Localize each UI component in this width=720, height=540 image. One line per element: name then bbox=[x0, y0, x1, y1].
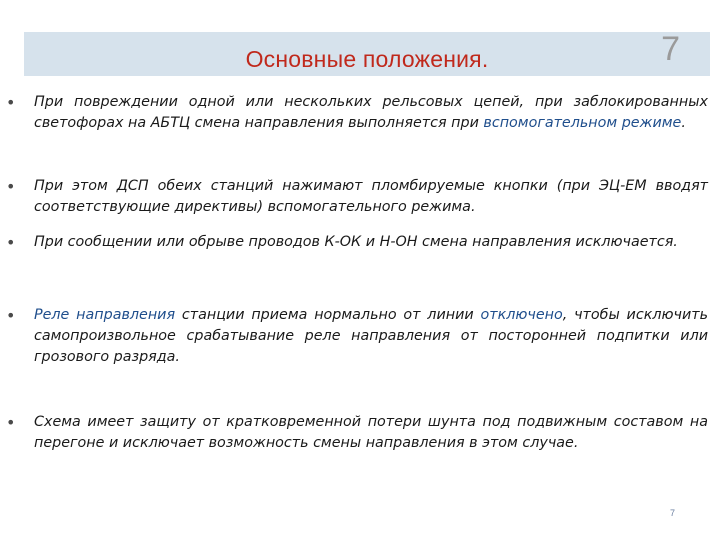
highlight-direction-relay: Реле направления bbox=[34, 307, 176, 323]
bullet-dot-icon: • bbox=[6, 177, 16, 196]
highlight-disconnected: отключено bbox=[480, 307, 563, 323]
bullet-text: При сообщении или обрыве проводов К-ОК и Н-ОН смена направления исключается. bbox=[34, 234, 678, 250]
bullet-dot-icon: • bbox=[6, 233, 16, 252]
bullet-text-segment: станции приема нормально от линии bbox=[175, 307, 481, 323]
page-title: Основные положения. bbox=[245, 46, 489, 72]
bullet-dot-icon: • bbox=[6, 306, 16, 325]
bullet-text-segment: . bbox=[681, 115, 686, 131]
bullet-text bbox=[34, 305, 708, 368]
bullet-text: При этом ДСП обеих станций нажимают пломбируемые кнопки (при ЭЦ-ЕМ вводят соответствующие директивы) вспомогательного режима. bbox=[34, 178, 708, 215]
page-number-bottom: 7 bbox=[670, 508, 676, 518]
bullet-text-segment: При повреждении одной или нескольких рельсовых цепей, при заблокированных светофорах на АБТЦ смена направления выполняется при bbox=[34, 94, 708, 131]
bullet-text bbox=[34, 92, 708, 134]
bullet-text: Схема имеет защиту от кратковременной потери шунта под подвижным составом на перегоне и исключает возможность смены направления в этом случае. bbox=[34, 414, 708, 451]
bullet-text-segment: , чтобы исключить самопроизвольное срабатывание реле направления от посторонней подпитки или грозового разряда. bbox=[34, 307, 709, 365]
bullet-dot-icon: • bbox=[6, 93, 16, 112]
bullet-dot-icon: • bbox=[6, 413, 16, 432]
title-bar bbox=[24, 32, 710, 76]
page-number-top: 7 bbox=[661, 30, 680, 68]
highlight-auxiliary-mode: вспомогательном режиме bbox=[483, 115, 682, 131]
